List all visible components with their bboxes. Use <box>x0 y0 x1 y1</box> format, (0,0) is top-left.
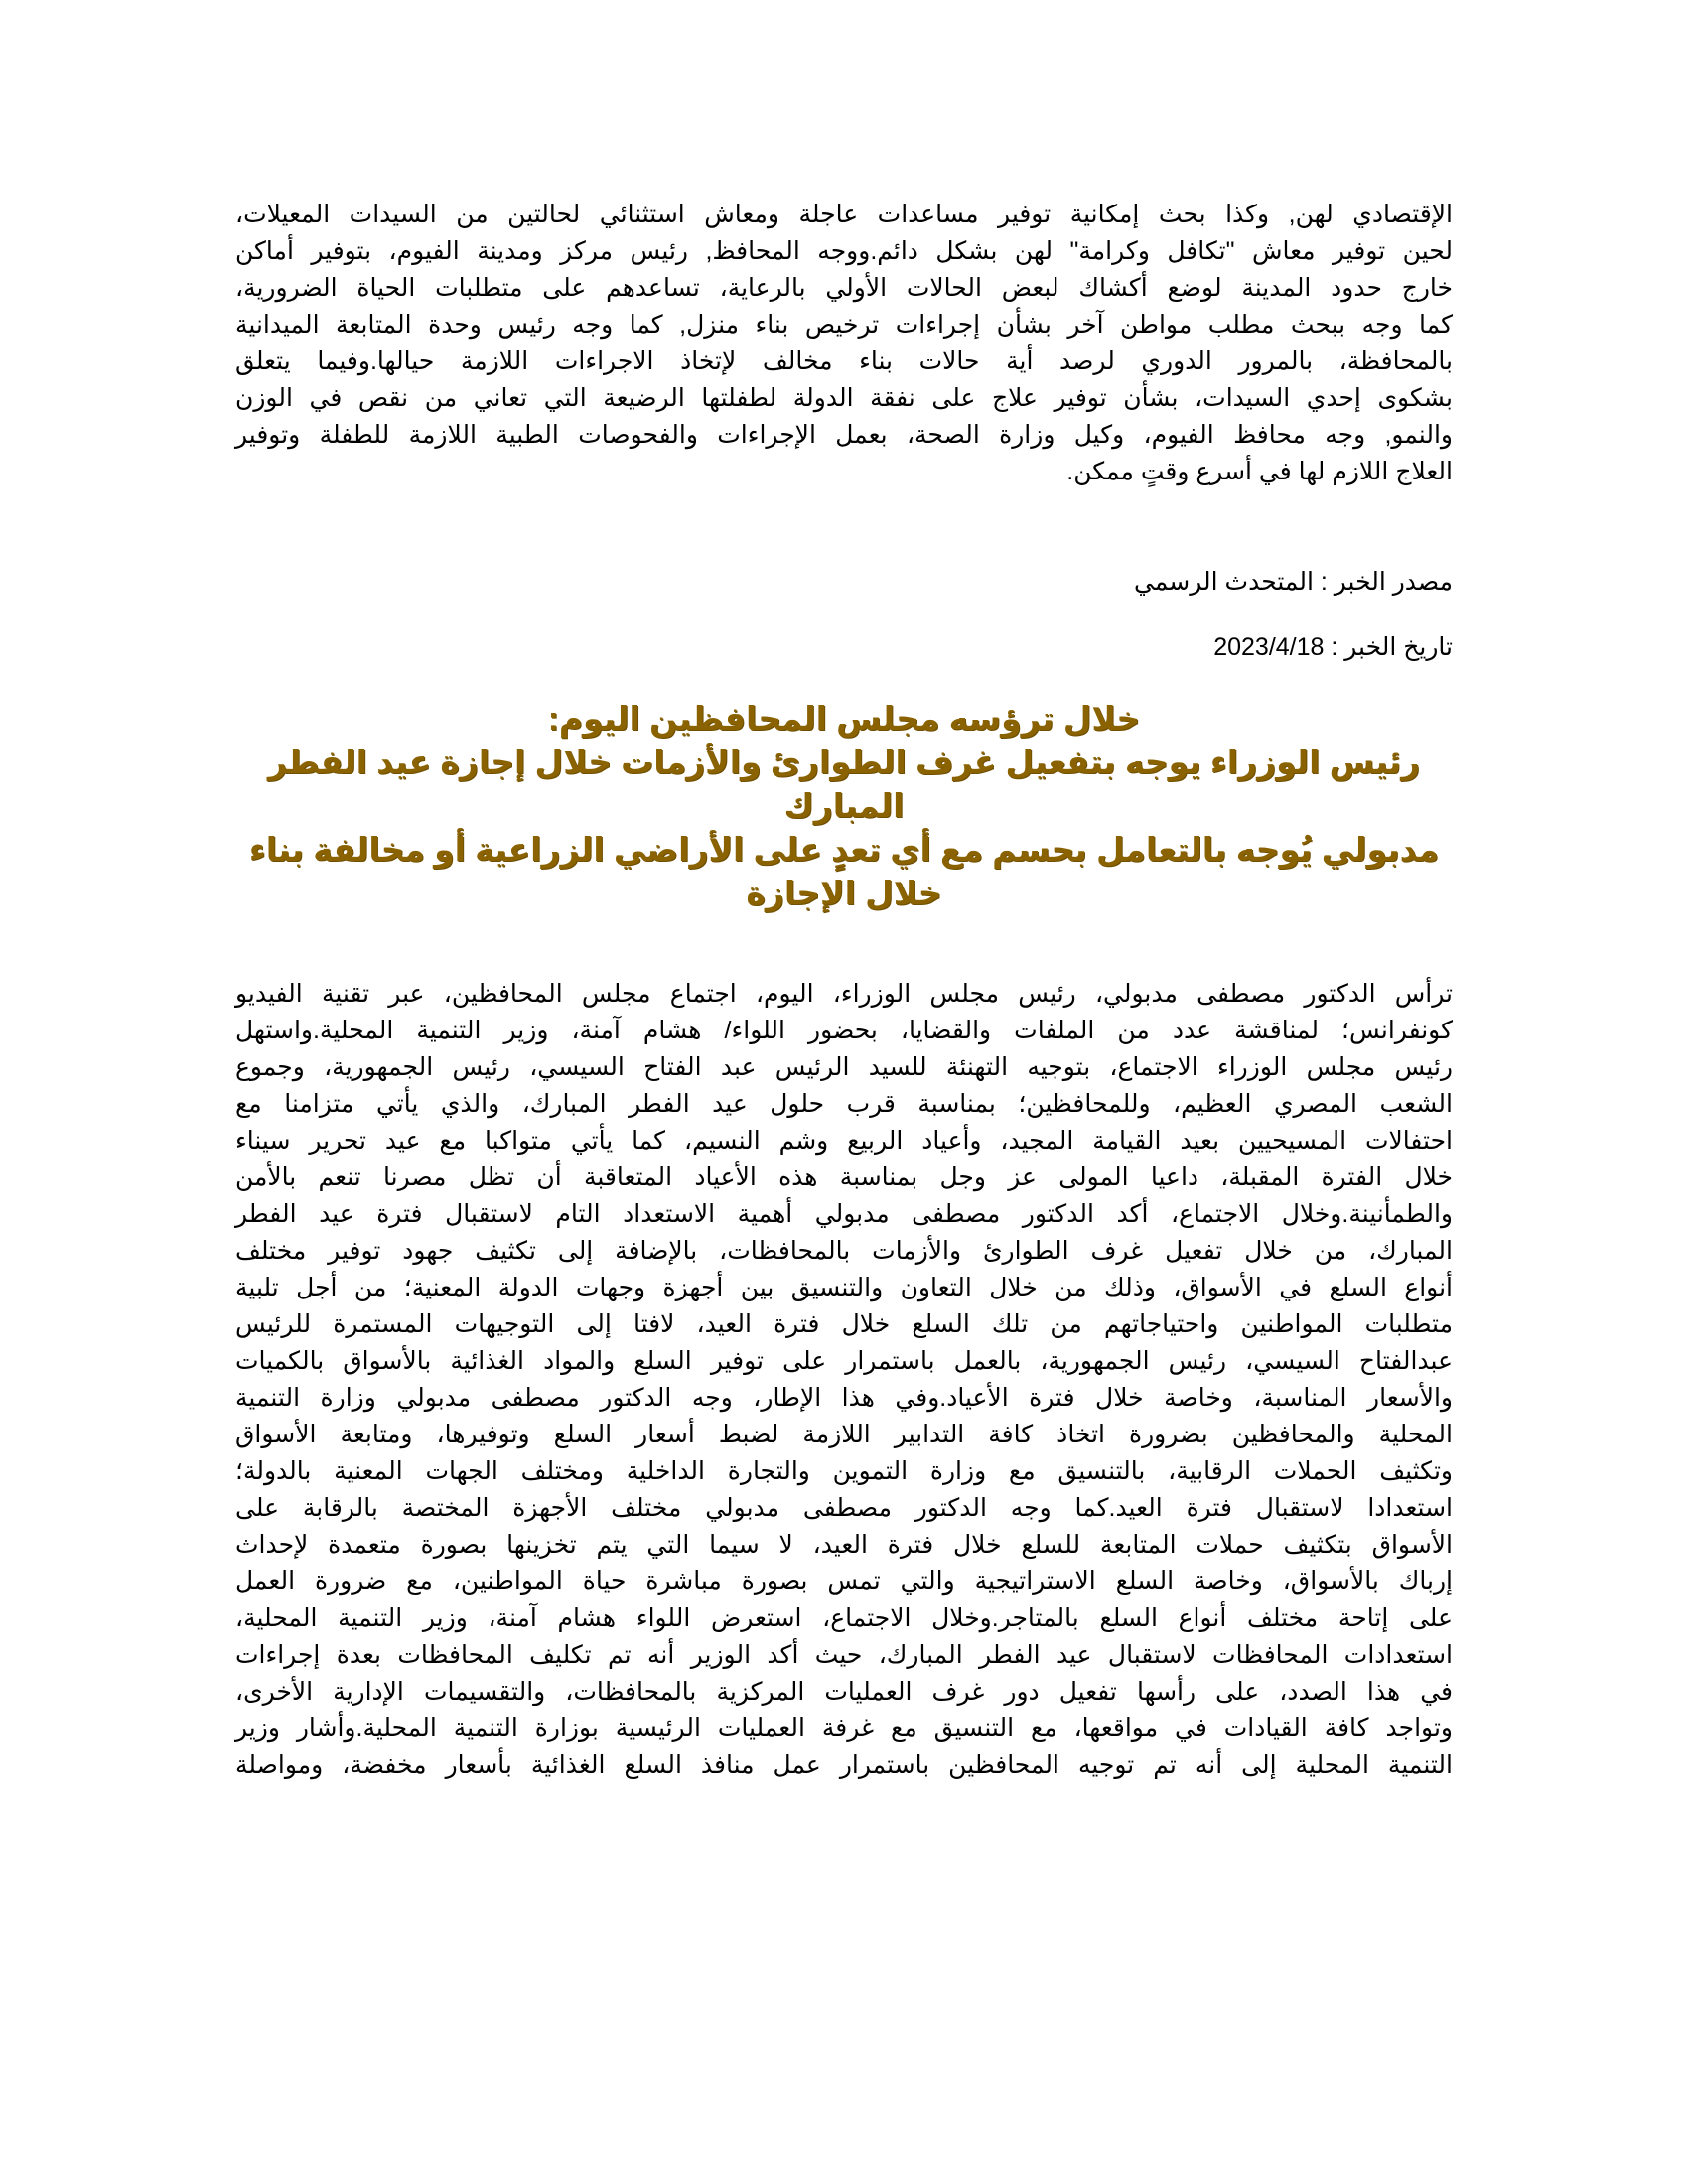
body-line: أنواع السلع في الأسواق، وذلك من خلال التعاون والتنسيق بين أجهزة وجهات الدولة المعنية؛ من أجل تلبية <box>235 1274 1453 1301</box>
paragraph-line: كما وجه ببحث مطلب مواطن آخر بشأن إجراءات ترخيص بناء منزل, كما وجه رئيس وحدة المتابعة الميدانية <box>235 311 1453 339</box>
body-line: استعدادات المحافظات لاستقبال عيد الفطر المبارك، حيث أكد الوزير أنه تم تكليف المحافظات بعدة إجراءات <box>235 1641 1453 1669</box>
body-line: وتكثيف الحملات الرقابية، بالتنسيق مع وزارة التموين والتجارة الداخلية ومختلف الجهات المعنية بالدولة؛ <box>235 1457 1453 1485</box>
body-line: وتواجد كافة القيادات في مواقعها، مع التنسيق مع غرفة العمليات الرئيسية بوزارة التنمية المحلية.وأشار وزير <box>235 1714 1453 1742</box>
paragraph-line: لحين توفير معاش "تكافل وكرامة" لهن بشكل دائم.ووجه المحافظ, رئيس مركز ومدينة الفيوم، بتوفير أماكن <box>235 237 1453 265</box>
body-line: خلال الفترة المقبلة، داعيا المولى عز وجل بمناسبة هذه الأعياد المتعاقبة أن تظل مصرنا تنعم بالأمن <box>235 1163 1453 1191</box>
body-line: ترأس الدكتور مصطفى مدبولي، رئيس مجلس الوزراء، اليوم، اجتماع مجلس المحافظين، عبر تقنية الفيديو <box>235 980 1453 1008</box>
headline-subtitle-line: مدبولي يُوجه بالتعامل بحسم مع أي تعدٍ على الأراضي الزراعية أو مخالفة بناء <box>248 831 1440 868</box>
date-label: تاريخ الخبر : <box>1331 633 1453 661</box>
headline-kicker: خلال ترؤسه مجلس المحافظين اليوم: <box>547 700 1141 737</box>
body-line: التنمية المحلية إلى أنه تم توجيه المحافظين باستمرار عمل منافذ السلع الغذائية بأسعار مخفضة، ومواصلة <box>235 1751 1453 1779</box>
body-line: كونفرانس؛ لمناقشة عدد من الملفات والقضايا، بحضور اللواء/ هشام آمنة، وزير التنمية المحلية.واستهل <box>235 1017 1453 1044</box>
body-line: الشعب المصري العظيم، وللمحافظين؛ بمناسبة قرب حلول عيد الفطر المبارك، والذي يأتي متزامنا مع <box>235 1090 1453 1118</box>
body-line: إرباك بالأسواق، وخاصة السلع الاستراتيجية والتي تمس بصورة مباشرة حياة المواطنين، مع ضرورة العمل <box>235 1568 1453 1595</box>
news-source: مصدر الخبر : المتحدث الرسمي <box>1134 568 1453 596</box>
body-line: المبارك، من خلال تفعيل غرف الطوارئ والأزمات بالمحافظات، بالإضافة إلى تكثيف جهود توفير مختلف <box>235 1237 1453 1265</box>
body-line: الأسواق بتكثيف حملات المتابعة للسلع خلال فترة العيد، لا سيما التي يتم تخزينها بصورة متعمدة لإحداث <box>235 1531 1453 1559</box>
headline <box>235 697 1453 915</box>
body-line: رئيس مجلس الوزراء الاجتماع، بتوجيه التهنئة للسيد الرئيس عبد الفتاح السيسي، رئيس الجمهورية، وجموع <box>235 1053 1453 1081</box>
headline-title-line: رئيس الوزراء يوجه بتفعيل غرف الطوارئ والأزمات خلال إجازة عيد الفطر <box>267 744 1421 780</box>
document-page <box>235 0 1453 2184</box>
body-line: في هذا الصدد، على رأسها تفعيل دور غرف العمليات المركزية بالمحافظات، والتقسيمات الإدارية الأخرى، <box>235 1678 1453 1706</box>
paragraph-line: والنمو, وجه محافظ الفيوم، وكيل وزارة الصحة، بعمل الإجراءات والفحوصات الطبية اللازمة للطفلة وتوفير <box>235 421 1453 449</box>
headline-subtitle-line: خلال الإجازة <box>746 875 942 911</box>
headline-title-line: المبارك <box>783 787 905 824</box>
body-line: عبدالفتاح السيسي، رئيس الجمهورية، بالعمل باستمرار على توفير السلع والمواد الغذائية بالأسواق بالكميات <box>235 1347 1453 1375</box>
paragraph-line: خارج حدود المدينة لوضع أكشاك لبعض الحالات الأولي بالرعاية، تساعدهم على متطلبات الحياة الضرورية، <box>235 274 1453 302</box>
top-paragraph <box>235 197 1453 490</box>
body-line: والأسعار المناسبة، وخاصة خلال فترة الأعياد.وفي هذا الإطار، وجه الدكتور مصطفى مدبولي وزارة التنمية <box>235 1384 1453 1412</box>
article-body <box>235 976 1453 1784</box>
body-line: المحلية والمحافظين بضرورة اتخاذ كافة التدابير اللازمة لضبط أسعار السلع وتوفيرها، ومتابعة الأسواق <box>235 1421 1453 1448</box>
date-value: 2023/4/18 <box>1213 633 1325 661</box>
body-line: والطمأنينة.وخلال الاجتماع، أكد الدكتور مصطفى مدبولي أهمية الاستعداد التام لاستقبال فترة عيد الفطر <box>235 1200 1453 1228</box>
body-line: على إتاحة مختلف أنواع السلع بالمتاجر.وخلال الاجتماع، استعرض اللواء هشام آمنة، وزير التنمية المحلية، <box>235 1604 1453 1632</box>
paragraph-line: الإقتصادي لهن, وكذا بحث إمكانية توفير مساعدات عاجلة ومعاش استثنائي لحالتين من السيدات المعيلات، <box>235 201 1453 228</box>
body-line: احتفالات المسيحيين بعيد القيامة المجيد، وأعياد الربيع وشم النسيم، كما يأتي متواكبا مع عيد تحرير سيناء <box>235 1127 1453 1155</box>
body-line: متطلبات المواطنين واحتياجاتهم من تلك السلع خلال فترة العيد، لافتا إلى التوجيهات المستمرة للرئيس <box>235 1310 1453 1338</box>
paragraph-line: بالمحافظة، بالمرور الدوري لرصد أية حالات بناء مخالف لإتخاذ الاجراءات اللازمة حيالها.وفيما يتعلق <box>235 347 1453 375</box>
paragraph-line: بشكوى إحدي السيدات، بشأن توفير علاج على نفقة الدولة لطفلتها الرضيعة التي تعاني من نقص في الوزن <box>235 384 1453 412</box>
body-line: استعدادا لاستقبال فترة العيد.كما وجه الدكتور مصطفى مدبولي مختلف الأجهزة المختصة بالرقابة على <box>235 1494 1453 1522</box>
paragraph-line: العلاج اللازم لها في أسرع وقتٍ ممكن. <box>1066 458 1453 485</box>
news-date <box>235 629 1453 666</box>
